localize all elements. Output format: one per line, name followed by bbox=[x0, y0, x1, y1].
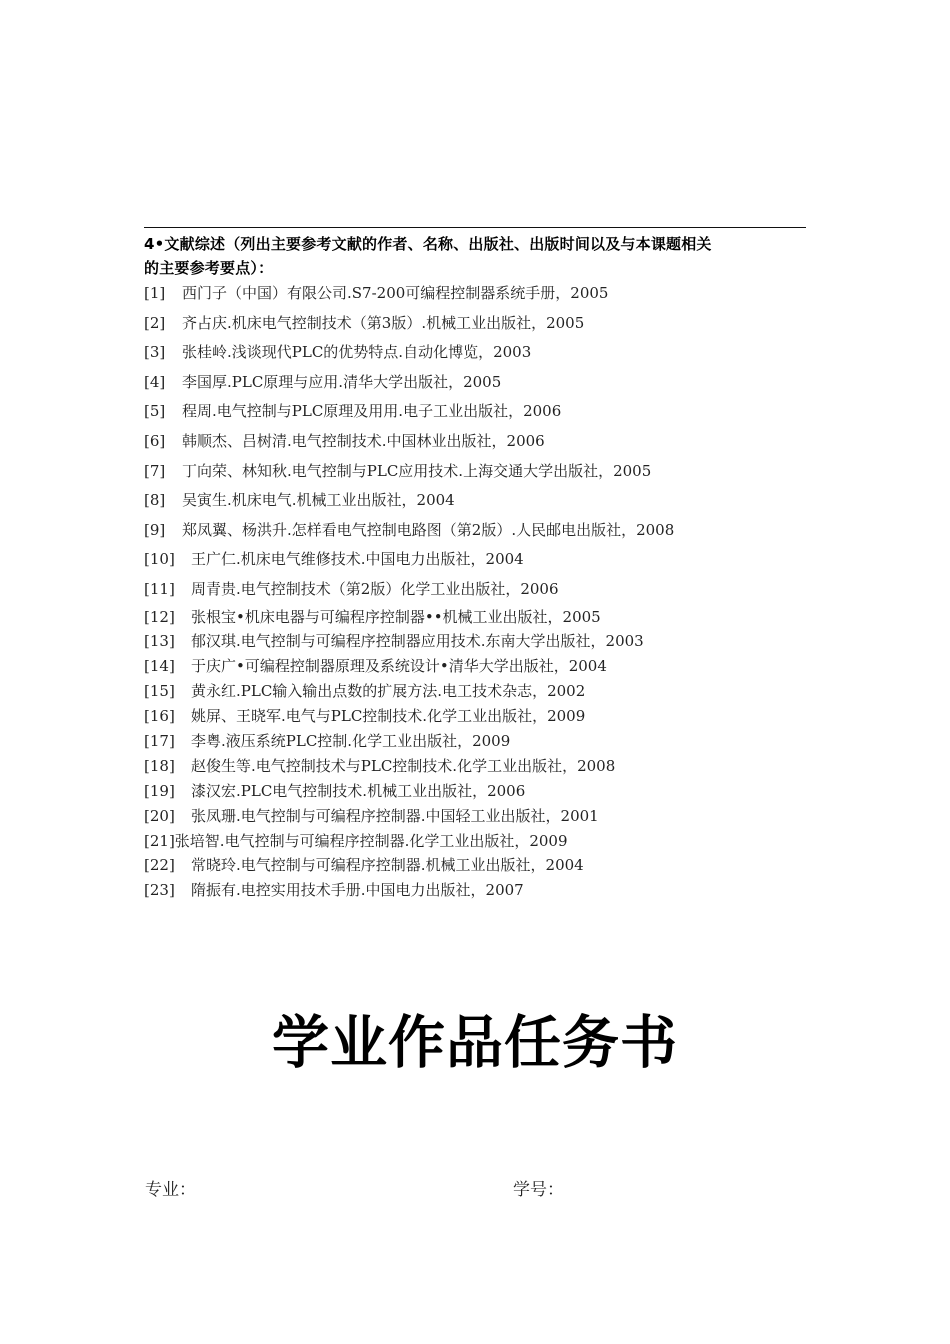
reference-item bbox=[144, 829, 824, 854]
reference-text: 程周.电气控制与PLC原理及用用.电子工业出版社，2006 bbox=[182, 402, 562, 421]
reference-text: 西门子（中国）有限公司.S7-200可编程控制器系统手册，2005 bbox=[182, 284, 609, 302]
reference-number: [21] bbox=[144, 831, 175, 850]
reference-item bbox=[144, 309, 824, 339]
reference-item bbox=[144, 853, 824, 878]
reference-item bbox=[144, 704, 824, 729]
reference-item bbox=[144, 338, 824, 368]
reference-number: [11] bbox=[144, 579, 175, 598]
reference-text: 郑凤翼、杨洪升.怎样看电气控制电路图（第2版）.人民邮电出版社，2008 bbox=[182, 520, 675, 539]
reference-text: 张根宝•机床电器与可编程序控制器••机械工业出版社，2005 bbox=[191, 607, 601, 626]
reference-number: [14] bbox=[144, 657, 175, 676]
reference-number: [18] bbox=[144, 756, 175, 775]
reference-item bbox=[144, 575, 824, 605]
reference-item bbox=[144, 878, 824, 903]
reference-text: 黄永红.PLC输入输出点数的扩展方法.电工技术杂志，2002 bbox=[191, 682, 586, 701]
reference-text: 隋振有.电控实用技术手册.中国电力出版社，2007 bbox=[191, 881, 524, 900]
reference-text: 韩顺杰、吕树清.电气控制技术.中国林业出版社，2006 bbox=[182, 431, 545, 450]
reference-item bbox=[144, 368, 824, 398]
heading-line-2: 的主要参考要点）： bbox=[144, 259, 274, 277]
document-title: 学业作品任务书 bbox=[272, 1010, 678, 1076]
reference-number: [12] bbox=[144, 607, 175, 626]
reference-item bbox=[144, 545, 824, 575]
reference-text: 王广仁.机床电气维修技术.中国电力出版社，2004 bbox=[191, 550, 524, 569]
reference-number: [19] bbox=[144, 781, 175, 800]
reference-text: 吴寅生.机床电气.机械工业出版社，2004 bbox=[182, 491, 455, 510]
reference-number: [20] bbox=[144, 806, 175, 825]
reference-text: 丁向荣、林知秋.电气控制与PLC应用技术.上海交通大学出版社，2005 bbox=[182, 461, 652, 480]
reference-number: [10] bbox=[144, 550, 175, 569]
reference-text: 漆汉宏.PLC电气控制技术.机械工业出版社，2006 bbox=[191, 781, 526, 800]
reference-number: [5] bbox=[144, 402, 166, 421]
reference-number: [22] bbox=[144, 856, 175, 875]
reference-number: [9] bbox=[144, 520, 166, 539]
reference-item bbox=[144, 605, 824, 630]
reference-number: [2] bbox=[144, 313, 166, 332]
student-id-field-label: 学号： bbox=[513, 1180, 564, 1200]
reference-number: [16] bbox=[144, 707, 175, 726]
reference-number: [15] bbox=[144, 682, 175, 701]
reference-item bbox=[144, 754, 824, 779]
reference-text: 于庆广•可编程控制器原理及系统设计•清华大学出版社，2004 bbox=[191, 657, 607, 676]
reference-number: [23] bbox=[144, 881, 175, 900]
reference-item bbox=[144, 457, 824, 487]
reference-item bbox=[144, 486, 824, 516]
reference-text: 赵俊生等.电气控制技术与PLC控制技术.化学工业出版社，2008 bbox=[191, 756, 616, 775]
reference-text: 张培智.电气控制与可编程序控制器.化学工业出版社，2009 bbox=[174, 831, 568, 850]
major-field-label: 专业： bbox=[145, 1180, 196, 1200]
reference-number: [6] bbox=[144, 431, 166, 450]
section-top-rule bbox=[144, 227, 806, 228]
reference-item bbox=[144, 779, 824, 804]
reference-number: [7] bbox=[144, 461, 166, 480]
reference-item bbox=[144, 679, 824, 704]
heading-line-1: 4•文献综述（列出主要参考文献的作者、名称、出版社、出版时间以及与本课题相关 bbox=[144, 235, 712, 253]
reference-text: 常晓玲.电气控制与可编程序控制器.机械工业出版社，2004 bbox=[191, 856, 584, 875]
reference-text: 姚屏、王晓军.电气与PLC控制技术.化学工业出版社，2009 bbox=[191, 707, 586, 726]
reference-item bbox=[144, 279, 824, 309]
reference-text: 郁汉琪.电气控制与可编程序控制器应用技术.东南大学出版社，2003 bbox=[191, 632, 644, 651]
reference-number: [3] bbox=[144, 343, 166, 362]
reference-number: [1] bbox=[144, 284, 166, 302]
reference-number: [13] bbox=[144, 632, 175, 651]
reference-list bbox=[144, 279, 824, 903]
reference-text: 李粤.液压系统PLC控制.化学工业出版社，2009 bbox=[191, 731, 511, 750]
reference-text: 张桂岭.浅谈现代PLC的优势特点.自动化博览，2003 bbox=[182, 343, 532, 362]
reference-item bbox=[144, 427, 824, 457]
reference-item bbox=[144, 804, 824, 829]
reference-number: [4] bbox=[144, 372, 166, 391]
reference-number: [17] bbox=[144, 731, 175, 750]
reference-item bbox=[144, 629, 824, 654]
literature-review-heading bbox=[144, 232, 804, 280]
reference-item bbox=[144, 729, 824, 754]
reference-item bbox=[144, 516, 824, 546]
reference-item bbox=[144, 654, 824, 679]
reference-number: [8] bbox=[144, 491, 166, 510]
reference-text: 李国厚.PLC原理与应用.清华大学出版社，2005 bbox=[182, 372, 502, 391]
reference-item bbox=[144, 397, 824, 427]
reference-text: 齐占庆.机床电气控制技术（第3版）.机械工业出版社，2005 bbox=[182, 313, 585, 332]
reference-text: 周青贵.电气控制技术（第2版）化学工业出版社，2006 bbox=[191, 579, 559, 598]
reference-text: 张凤珊.电气控制与可编程序控制器.中国轻工业出版社，2001 bbox=[191, 806, 599, 825]
